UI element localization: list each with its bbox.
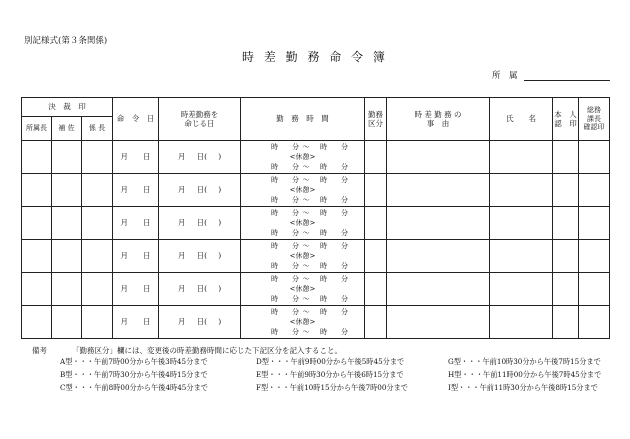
hour-label: 時 — [320, 328, 328, 336]
shift-a: A型・・・午前7時00分から午後3時45分まで — [60, 357, 208, 366]
table-row — [22, 306, 610, 339]
name-cell[interactable] — [490, 207, 553, 240]
hour-label: 時 — [271, 229, 279, 237]
order-date-cell[interactable] — [113, 207, 159, 240]
break-label: <休憩> — [289, 285, 316, 293]
hour-label: 時 — [271, 242, 279, 250]
day-label: 日 — [143, 152, 151, 162]
work-type-cell[interactable] — [365, 240, 387, 273]
order-date-cell[interactable] — [113, 306, 159, 339]
month-label: 月 — [120, 284, 129, 294]
day-close-label: ) — [218, 152, 222, 162]
minute-label: 分 — [292, 295, 300, 303]
hour-label: 時 — [320, 262, 328, 270]
hour-label: 時 — [320, 143, 328, 151]
reason-header: 時 差 勤 務 の 事 由 — [387, 98, 490, 141]
seal-cell[interactable] — [553, 306, 579, 339]
hour-label: 時 — [271, 275, 279, 283]
approver-director-cell[interactable] — [22, 240, 52, 273]
work-time-cell[interactable] — [241, 207, 365, 240]
work-time-header: 勤 務 時 間 — [241, 98, 365, 141]
notes-text: 「勤務区分」欄には、変更後の時差勤務時間に応じた下記区分を記入すること。 — [72, 346, 342, 355]
order-date-header: 命 令 日 — [113, 98, 159, 141]
approver-director-cell[interactable] — [22, 174, 52, 207]
month-label: 月 — [177, 152, 186, 162]
day-label: 日 — [143, 218, 151, 228]
affiliation-field — [492, 69, 610, 81]
form-label: 別記様式(第３条関係) — [24, 36, 108, 46]
approver-chief-cell[interactable] — [82, 207, 113, 240]
month-label: 月 — [177, 284, 186, 294]
tilde-label: ～ — [302, 143, 310, 151]
tilde-label: ～ — [302, 308, 310, 316]
table-row — [22, 141, 610, 174]
minute-label: 分 — [341, 328, 349, 336]
hour-label: 時 — [271, 209, 279, 217]
page-title: 時 差 勤 務 命 令 簿 — [242, 50, 388, 64]
order-date-cell[interactable] — [113, 273, 159, 306]
work-type-cell[interactable] — [365, 273, 387, 306]
ordered-day-cell[interactable] — [159, 240, 241, 273]
shift-f: F型・・・午前10時15分から午後7時00分まで — [256, 383, 408, 392]
affiliation-label: 所 属 — [492, 71, 518, 81]
approver-assistant-header: 補 佐 — [52, 117, 82, 141]
tilde-label: ～ — [302, 209, 310, 217]
work-time-cell[interactable] — [241, 306, 365, 339]
seal-cell[interactable] — [553, 141, 579, 174]
minute-label: 分 — [341, 262, 349, 270]
day-open-label: 日( — [196, 284, 208, 294]
day-open-label: 日( — [196, 218, 208, 228]
affiliation-input-line[interactable] — [524, 70, 610, 81]
minute-label: 分 — [341, 196, 349, 204]
ordered-day-cell[interactable] — [159, 174, 241, 207]
approver-chief-header: 係 長 — [82, 117, 113, 141]
minute-label: 分 — [341, 176, 349, 184]
ordered-day-cell[interactable] — [159, 306, 241, 339]
hour-label: 時 — [320, 163, 328, 171]
hour-label: 時 — [271, 328, 279, 336]
work-type-cell[interactable] — [365, 174, 387, 207]
shift-g: G型・・・午前10時30分から午後7時15分まで — [448, 357, 601, 366]
break-label: <休憩> — [289, 318, 316, 326]
minute-label: 分 — [292, 275, 300, 283]
hour-label: 時 — [271, 295, 279, 303]
reason-cell[interactable] — [387, 273, 490, 306]
approval-group-header: 決 裁 印 — [22, 98, 113, 117]
work-type-cell[interactable] — [365, 306, 387, 339]
tilde-label: ～ — [302, 229, 310, 237]
minute-label: 分 — [341, 143, 349, 151]
order-date-cell[interactable] — [113, 174, 159, 207]
day-close-label: ) — [218, 218, 222, 228]
approver-director-cell[interactable] — [22, 306, 52, 339]
day-close-label: ) — [218, 284, 222, 294]
hour-label: 時 — [271, 176, 279, 184]
shift-h: H型・・・午前11時00分から午後7時45分まで — [448, 370, 602, 379]
name-cell[interactable] — [490, 174, 553, 207]
minute-label: 分 — [292, 209, 300, 217]
work-time-cell[interactable] — [241, 273, 365, 306]
work-type-cell[interactable] — [365, 207, 387, 240]
chief-confirm-cell[interactable] — [579, 141, 610, 174]
approver-chief-cell[interactable] — [82, 273, 113, 306]
hour-label: 時 — [271, 143, 279, 151]
shift-c: C型・・・午前8時00分から午後4時45分まで — [60, 383, 208, 392]
shift-d: D型・・・午前9時00分から午後5時45分まで — [256, 357, 405, 366]
minute-label: 分 — [341, 308, 349, 316]
minute-label: 分 — [341, 163, 349, 171]
table-row — [22, 174, 610, 207]
tilde-label: ～ — [302, 176, 310, 184]
month-label: 月 — [120, 185, 129, 195]
month-label: 月 — [120, 218, 129, 228]
order-date-cell[interactable] — [113, 141, 159, 174]
day-label: 日 — [143, 185, 151, 195]
day-close-label: ) — [218, 251, 222, 261]
month-label: 月 — [120, 317, 129, 327]
day-open-label: 日( — [196, 185, 208, 195]
ordered-day-header: 時差勤務を 命じる日 — [159, 98, 241, 141]
day-close-label: ) — [218, 185, 222, 195]
shift-i: I型・・・午前11時30分から午後8時15分まで — [448, 383, 598, 392]
approver-assistant-cell[interactable] — [52, 207, 82, 240]
minute-label: 分 — [292, 262, 300, 270]
day-label: 日 — [143, 317, 151, 327]
hour-label: 時 — [320, 242, 328, 250]
work-time-cell[interactable] — [241, 141, 365, 174]
ordered-day-cell[interactable] — [159, 141, 241, 174]
chief-confirm-header: 総務 課長 確認印 — [579, 98, 610, 141]
minute-label: 分 — [292, 176, 300, 184]
approver-assistant-cell[interactable] — [52, 240, 82, 273]
tilde-label: ～ — [302, 328, 310, 336]
work-type-header: 勤務 区分 — [365, 98, 387, 141]
approver-assistant-cell[interactable] — [52, 273, 82, 306]
seal-cell[interactable] — [553, 240, 579, 273]
approver-director-header: 所属長 — [22, 117, 52, 141]
hour-label: 時 — [271, 262, 279, 270]
reason-cell[interactable] — [387, 306, 490, 339]
month-label: 月 — [177, 317, 186, 327]
month-label: 月 — [177, 251, 186, 261]
order-date-cell[interactable] — [113, 240, 159, 273]
minute-label: 分 — [292, 308, 300, 316]
approver-chief-cell[interactable] — [82, 306, 113, 339]
name-cell[interactable] — [490, 141, 553, 174]
work-type-cell[interactable] — [365, 141, 387, 174]
approver-assistant-cell[interactable] — [52, 306, 82, 339]
work-time-cell[interactable] — [241, 240, 365, 273]
shift-e: E型・・・午前9時30分から午後6時15分まで — [256, 370, 404, 379]
approver-assistant-cell[interactable] — [52, 141, 82, 174]
tilde-label: ～ — [302, 275, 310, 283]
chief-confirm-cell[interactable] — [579, 174, 610, 207]
tilde-label: ～ — [302, 242, 310, 250]
day-open-label: 日( — [196, 152, 208, 162]
day-open-label: 日( — [196, 317, 208, 327]
month-label: 月 — [120, 251, 129, 261]
shift-b: B型・・・午前7時30分から午後4時15分まで — [60, 370, 208, 379]
minute-label: 分 — [292, 229, 300, 237]
minute-label: 分 — [292, 242, 300, 250]
reason-cell[interactable] — [387, 174, 490, 207]
table-row — [22, 240, 610, 273]
hour-label: 時 — [320, 308, 328, 316]
break-label: <休憩> — [289, 186, 316, 194]
month-label: 月 — [120, 152, 129, 162]
minute-label: 分 — [292, 328, 300, 336]
minute-label: 分 — [341, 295, 349, 303]
approver-assistant-cell[interactable] — [52, 174, 82, 207]
ordered-day-cell[interactable] — [159, 207, 241, 240]
hour-label: 時 — [320, 209, 328, 217]
work-time-cell[interactable] — [241, 174, 365, 207]
seal-cell[interactable] — [553, 174, 579, 207]
approver-director-cell[interactable] — [22, 207, 52, 240]
hour-label: 時 — [320, 176, 328, 184]
name-cell[interactable] — [490, 306, 553, 339]
chief-confirm-cell[interactable] — [579, 306, 610, 339]
seal-cell[interactable] — [553, 207, 579, 240]
break-label: <休憩> — [289, 219, 316, 227]
approver-chief-cell[interactable] — [82, 240, 113, 273]
day-open-label: 日( — [196, 251, 208, 261]
minute-label: 分 — [341, 209, 349, 217]
tilde-label: ～ — [302, 262, 310, 270]
hour-label: 時 — [320, 196, 328, 204]
minute-label: 分 — [292, 163, 300, 171]
minute-label: 分 — [292, 143, 300, 151]
tilde-label: ～ — [302, 295, 310, 303]
order-register-table — [21, 97, 610, 339]
table-row — [22, 207, 610, 240]
tilde-label: ～ — [302, 196, 310, 204]
name-cell[interactable] — [490, 273, 553, 306]
reason-cell[interactable] — [387, 207, 490, 240]
month-label: 月 — [177, 185, 186, 195]
hour-label: 時 — [271, 308, 279, 316]
tilde-label: ～ — [302, 163, 310, 171]
month-label: 月 — [177, 218, 186, 228]
name-header: 氏 名 — [490, 98, 553, 141]
minute-label: 分 — [341, 229, 349, 237]
hour-label: 時 — [320, 295, 328, 303]
approver-chief-cell[interactable] — [82, 141, 113, 174]
day-close-label: ) — [218, 317, 222, 327]
seal-header: 本 人 認 印 — [553, 98, 579, 141]
chief-confirm-cell[interactable] — [579, 207, 610, 240]
break-label: <休憩> — [289, 252, 316, 260]
reason-cell[interactable] — [387, 240, 490, 273]
name-cell[interactable] — [490, 240, 553, 273]
approver-chief-cell[interactable] — [82, 174, 113, 207]
approver-director-cell[interactable] — [22, 141, 52, 174]
minute-label: 分 — [341, 242, 349, 250]
reason-cell[interactable] — [387, 141, 490, 174]
hour-label: 時 — [271, 163, 279, 171]
chief-confirm-cell[interactable] — [579, 273, 610, 306]
ordered-day-cell[interactable] — [159, 273, 241, 306]
day-label: 日 — [143, 251, 151, 261]
minute-label: 分 — [341, 275, 349, 283]
hour-label: 時 — [320, 229, 328, 237]
hour-label: 時 — [320, 275, 328, 283]
break-label: <休憩> — [289, 153, 316, 161]
hour-label: 時 — [271, 196, 279, 204]
minute-label: 分 — [292, 196, 300, 204]
seal-cell[interactable] — [553, 273, 579, 306]
day-label: 日 — [143, 284, 151, 294]
table-row — [22, 273, 610, 306]
chief-confirm-cell[interactable] — [579, 240, 610, 273]
notes-label: 備考 — [32, 346, 47, 355]
approver-director-cell[interactable] — [22, 273, 52, 306]
